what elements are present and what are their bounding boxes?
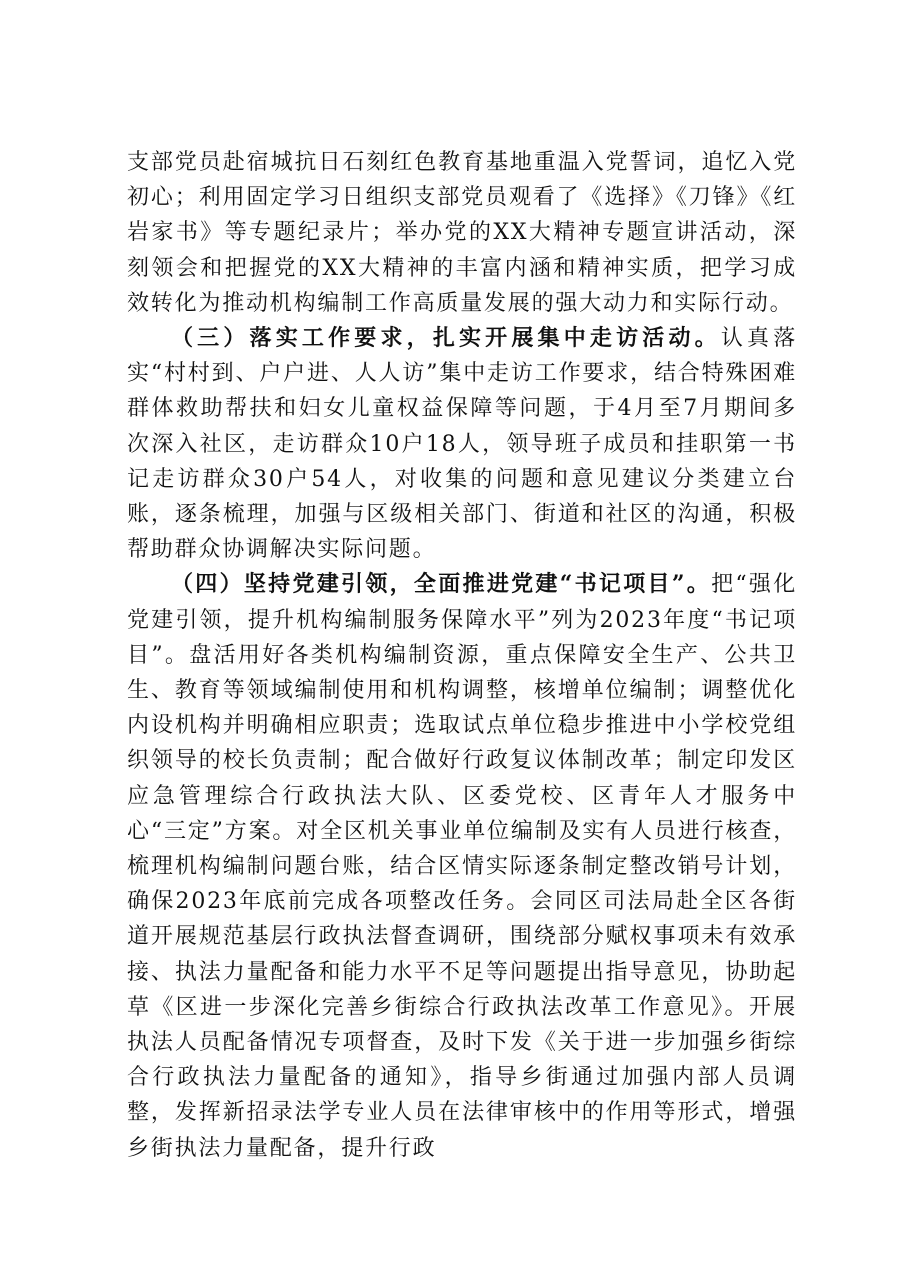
paragraph-continuation	[127, 145, 797, 321]
paragraph-section-4	[127, 567, 797, 1165]
paragraph-section-3	[127, 321, 797, 567]
paragraph-text: 认真落实“村村到、户户进、人人访”集中走访工作要求，结合特殊困难群体救助帮扶和妇女儿童权益保障等问题，于4月至7月期间多次深入社区，走访群众10户18人，领导班子成员和挂职第一书记走访群众30户54人，对收集的问题和意见建议分类建立台账，逐条梳理，加强与区级相关部门、街道和社区的沟通，积极帮助群众协调解决实际问题。	[127, 326, 797, 563]
section-heading: （三）落实工作要求，扎实开展集中走访活动。	[171, 325, 721, 352]
paragraph-text: 支部党员赴宿城抗日石刻红色教育基地重温入党誓词，追忆入党初心；利用固定学习日组织支部党员观看了《选择》《刀锋》《红岩家书》等专题纪录片；举办党的XX大精神专题宣讲活动，深刻领会和把握党的XX大精神的丰富内涵和精神实质，把学习成效转化为推动机构编制工作高质量发展的强大动力和实际行动。	[127, 150, 797, 316]
paragraph-text: 把“强化党建引领，提升机构编制服务保障水平”列为2023年度“书记项目”。盘活用好各类机构编制资源，重点保障安全生产、公共卫生、教育等领域编制使用和机构调整，核增单位编制；调整优化内设机构并明确相应职责；选取试点单位稳步推进中小学校党组织领导的校长负责制；配合做好行政复议体制改革；制定印发区应急管理综合行政执法大队、区委党校、区青年人才服务中心“三定”方案。对全区机关事业单位编制及实有人员进行核查，梳理机构编制问题台账，结合区情实际逐条制定整改销号计划，确保2023年底前完成各项整改任务。会同区司法局赴全区各街道开展规范基层行政执法督查调研，围绕部分赋权事项未有效承接、执法力量配备和能力水平不足等问题提出指导意见，协助起草《区进一步深化完善乡街综合行政执法改革工作意见》。开展执法人员配备情况专项督查，及时下发《关于进一步加强乡街综合行政执法力量配备的通知》，指导乡街通过加强内部人员调整，发挥新招录法学专业人员在法律审核中的作用等形式，增强乡街执法力量配备，提升行政	[127, 572, 797, 1161]
document-body	[127, 145, 797, 1166]
section-heading: （四）坚持党建引领，全面推进党建“书记项目”。	[171, 571, 712, 598]
